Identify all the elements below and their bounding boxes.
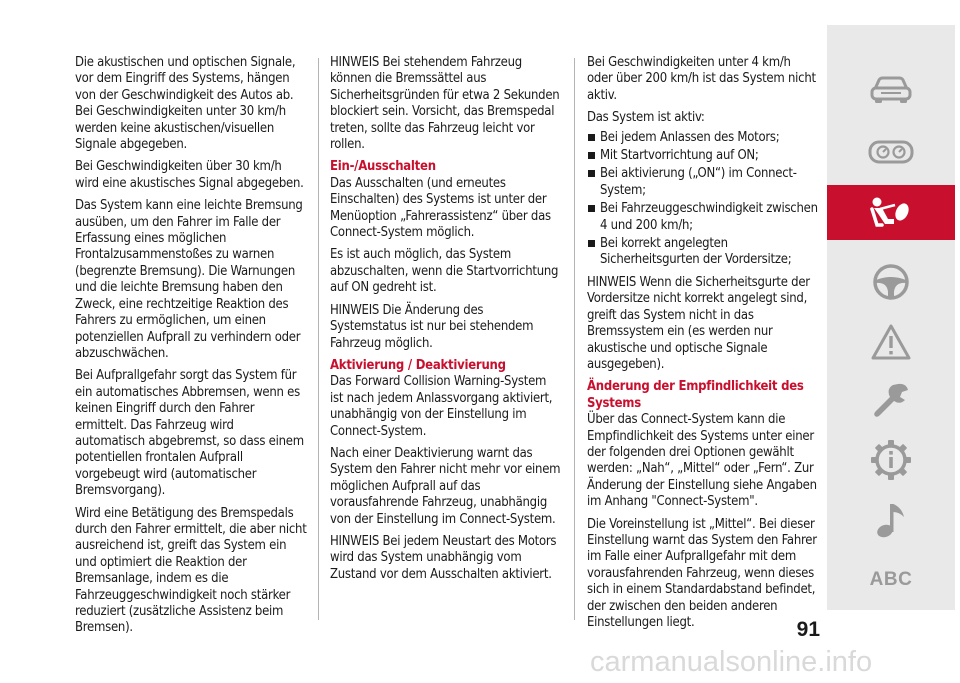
music-note-icon [874,500,908,540]
square-bullet-icon [588,170,595,177]
paragraph: Das Ausschalten (und erneutes Einschalten) des Systems ist unter der Menüoption „Fahrerassistenz“ über das Connect-System möglich. [330,175,551,241]
text-column-1 [75,55,307,643]
abc-index-icon: ABC [869,569,913,590]
steering-wheel-icon [871,262,911,302]
paragraph: Bei Geschwindigkeiten unter 4 km/h oder über 200 km/h ist das System nicht aktiv. [587,55,816,103]
column-divider [574,58,575,620]
sidebar-item-vehicle[interactable] [827,65,955,115]
square-bullet-icon [588,205,595,212]
sidebar-item-technical-data[interactable] [827,435,955,485]
sidebar-item-starting-driving[interactable] [827,257,955,307]
note-paragraph: HINWEIS Bei stehendem Fahrzeug können die Bremssättel aus Sicherheitsgründen für etwa 2 Sekunden blockiert sein. Vorsicht, das Bremspedal treten, sollte das Fahrzeug leicht vor rollen. [330,55,560,153]
sidebar-item-multimedia[interactable] [827,495,955,545]
note-paragraph: HINWEIS Wenn die Sicherheitsgurte der Vordersitze nicht korrekt angelegt sind, greift das System nicht in das Bremssystem ein (es werden nur akustische und optische Signale ausgegeben). [587,274,810,372]
sidebar-item-maintenance[interactable] [827,375,955,425]
page-number: 91 [796,618,820,641]
bullet-list [587,130,819,269]
section-heading: Ein-/Ausschalten [330,159,436,175]
sidebar-item-emergency[interactable] [827,317,955,367]
sidebar-item-instruments[interactable] [827,127,955,177]
info-gear-icon [870,439,912,481]
square-bullet-icon [588,134,595,141]
note-paragraph: HINWEIS Bei jedem Neustart des Motors wird das System unabhängig vom Zustand vor dem Ausschalten aktiviert. [330,533,557,582]
paragraph: Es ist auch möglich, das System abzuschalten, wenn die Startvorrichtung auf ON gedreht ist. [330,247,559,296]
note-paragraph: HINWEIS Die Änderung des Systemstatus ist nur bei stehendem Fahrzeug möglich. [330,302,534,351]
safety-airbag-icon [868,195,914,231]
paragraph: Die Voreinstellung ist „Mittel“. Bei dieser Einstellung warnt das System den Fahrer im Falle einer Aufprallgefahr mit dem vorausfahrenden Fahrzeug, wenn dieses sich in einem Standardabstand befindet, der zwischen den beiden anderen Einstellungen liegt. [587,516,817,630]
section-heading: Änderung der Empfindlichkeit des Systems [587,379,804,411]
paragraph: Bei Geschwindigkeiten über 30 km/h wird eine akustisches Signal abgegeben. [75,159,304,191]
watermark: carmanualsonline.info [590,646,873,678]
paragraph: Das System kann eine leichte Bremsung ausüben, um den Fahrer im Falle der Erfassung eines möglichen Frontalzusammenstoßes zu warnen (begrenzte Bremsung). Die Warnungen und die leichte Bremsung haben den Zweck, eine rechtzeitige Reaktion des Fahrers zu ermöglichen, um einen potenziellen Aufprall zu verhindern oder abzuschwächen. [75,198,303,361]
warning-triangle-icon [870,323,912,361]
paragraph: Nach einer Deaktivierung warnt das System den Fahrer nicht mehr vor einem möglichen Aufprall auf das vorausfahrende Fahrzeug, unabhängig von der Einstellung im Connect-System. [330,445,561,527]
square-bullet-icon [588,240,595,247]
list-item: Bei aktivierung („ON“) im Connect-System; [587,166,819,199]
wrench-icon [871,380,911,420]
paragraph: Das Forward Collision Warning-System ist nach jedem Anlassvorgang aktiviert, unabhängig von der Einstellung im Connect-System. [330,374,553,439]
text-column-3 [587,55,819,637]
list-item: Bei jedem Anlassen des Motors; [587,130,819,146]
text-column-2 [330,55,562,589]
list-item: Bei Fahrzeuggeschwindigkeit zwischen 4 und 200 km/h; [587,201,819,234]
dashboard-gauges-icon [868,139,914,165]
section-heading: Aktivierung / Deaktivierung [330,357,506,373]
sidebar-item-safety[interactable] [827,185,955,240]
square-bullet-icon [588,152,595,159]
chapter-sidebar [827,25,955,610]
paragraph: Wird eine Betätigung des Bremspedals durch den Fahrer ermittelt, die aber nicht ausreichend ist, greift das System ein und optimiert die Reaktion der Bremsanlage, indem es die Fahrzeuggeschwindigkeit noch stärker reduziert (zusätzliche Assistenz beim Bremsen). [75,505,307,636]
paragraph: Das System ist aktiv: [587,110,705,126]
column-divider [318,58,319,620]
list-item: Mit Startvorrichtung auf ON; [587,148,819,164]
list-item: Bei korrekt angelegten Sicherheitsgurten der Vordersitze; [587,236,819,269]
paragraph: Bei Aufprallgefahr sorgt das System für ein automatisches Abbremsen, wenn es keinen Eingriff durch den Fahrer ermittelt. Das Fahrzeug wird automatisch abgebremst, so dass einem potentiellen frontalen Aufprall vorgebeugt wird (automatischer Bremsvorgang). [75,368,304,499]
paragraph: Über das Connect-System kann die Empfindlichkeit des Systems unter einer der folgenden drei Optionen gewählt werden: „Nah“, „Mittel“ oder „Fern“. Zur Änderung der Einstellung siehe Angaben im Anhang "Connect-System". [587,412,817,510]
car-icon [869,75,913,105]
sidebar-item-index[interactable] [827,555,955,605]
paragraph: Die akustischen und optischen Signale, vor dem Eingriff des Systems, hängen von der Geschwindigkeit des Autos ab. Bei Geschwindigkeiten unter 30 km/h werden keine akustischen/visuellen Signale abgegeben. [75,55,296,153]
